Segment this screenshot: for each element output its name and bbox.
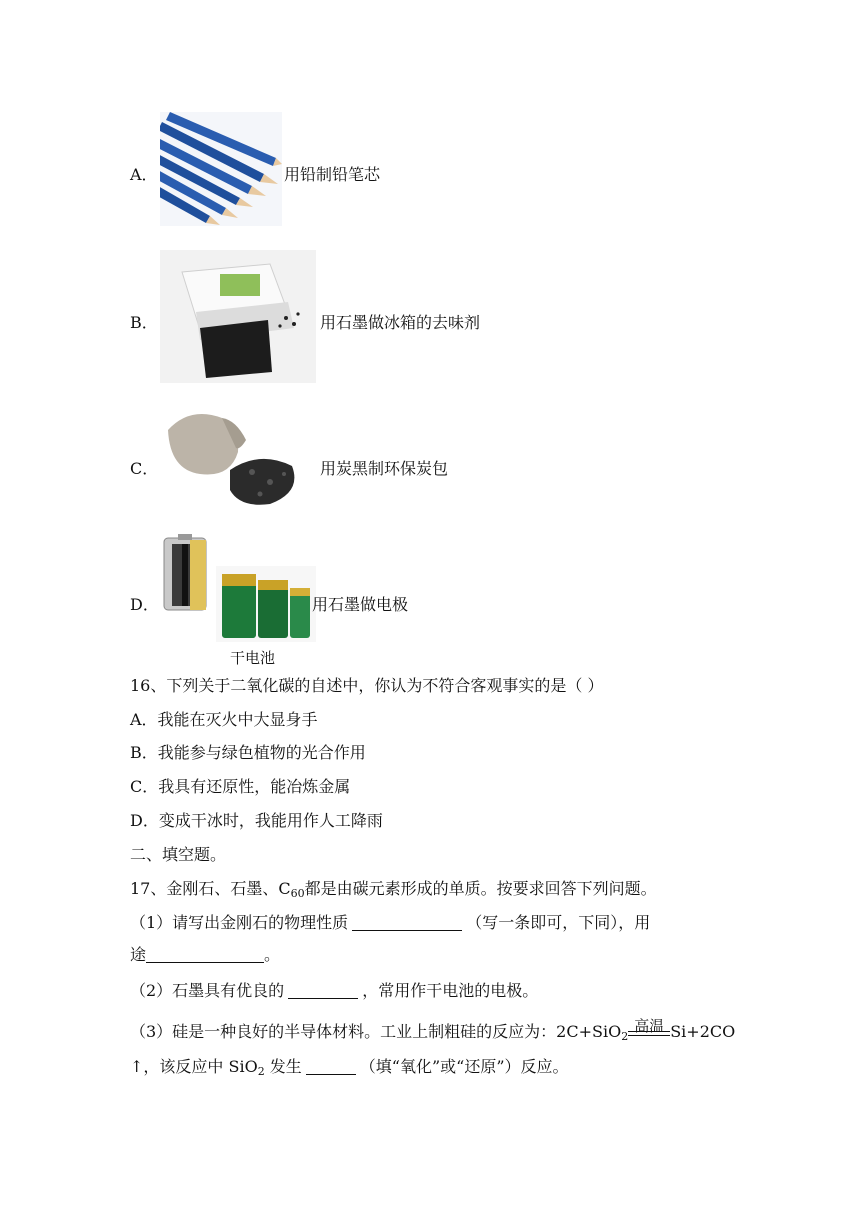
q16-option-b: B．我能参与绿色植物的光合作用	[130, 743, 366, 762]
answer-blank-3[interactable]	[288, 982, 358, 999]
option-c-caption: 用炭黑制环保炭包	[320, 459, 449, 478]
answer-blank-4[interactable]	[306, 1058, 356, 1075]
option-d-caption: 用石墨做电极	[312, 595, 409, 614]
q16-option-a: A．我能在灭火中大显身手	[130, 710, 318, 729]
q17-part2: （2）石墨具有优良的 ，常用作干电池的电极。	[130, 981, 539, 1000]
section-heading: 二、填空题。	[130, 845, 227, 864]
pencils-image	[160, 112, 282, 226]
q16-stem: 16、下列关于二氧化碳的自述中，你认为不符合客观事实的是（ ）	[130, 676, 604, 695]
option-a-letter: A．	[130, 165, 158, 184]
q17-part1-line1: （1）请写出金刚石的物理性质 （写一条即可，下同），用	[130, 913, 651, 932]
q16-option-c: C．我具有还原性，能冶炼金属	[130, 777, 351, 796]
option-a-caption: 用铅制铅笔芯	[284, 165, 381, 184]
answer-blank-2[interactable]	[146, 946, 264, 963]
option-d-letter: D．	[130, 595, 159, 614]
battery-image-label: 干电池	[230, 649, 276, 667]
q17-part1-line2: 途 。	[130, 945, 281, 964]
batteries-image	[216, 566, 316, 642]
q17-part3-line1: （3）硅是一种良好的半导体材料。工业上制粗硅的反应为：2C+SiO$_2$ 高温 Si+2CO	[130, 1017, 736, 1043]
answer-blank-1[interactable]	[352, 914, 462, 931]
q17-part3-line2: ↑，该反应中 SiO$_2$ 发生 （填“氧化”或“还原”）反应。	[130, 1057, 569, 1078]
battery-cutaway-image	[160, 534, 216, 614]
option-b-letter: B．	[130, 313, 158, 332]
option-b-caption: 用石墨做冰箱的去味剂	[320, 313, 481, 332]
charcoal-bag-image	[160, 400, 306, 512]
q16-option-d: D．变成干冰时，我能用作人工降雨	[130, 811, 383, 830]
charcoal-deodorizer-image	[160, 250, 316, 383]
option-c-letter: C．	[130, 459, 159, 478]
q17-stem: 17、金刚石、石墨、$C_{60}$都是由碳元素形成的单质。按要求回答下列问题。	[130, 879, 657, 900]
